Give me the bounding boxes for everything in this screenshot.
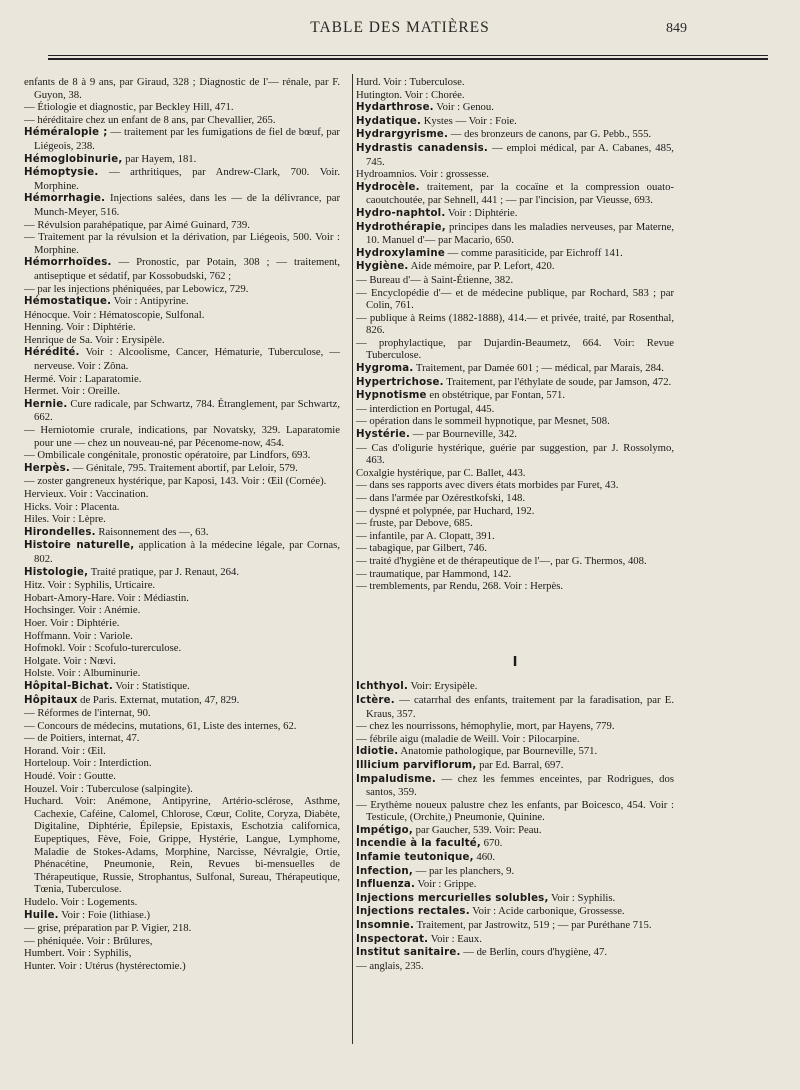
entry-text: — Pronostic, par Potain, 308 ; — traitement, antiseptique et sédatif, par Kossobudski, 762 ; (34, 256, 340, 282)
entry-text: — par les injections phéniquées, par Lebowicz, 729. (24, 282, 249, 295)
section-gap (356, 593, 674, 657)
index-entry (24, 720, 340, 733)
index-entry (24, 680, 340, 694)
entry-text: Hermet. Voir : Oreille. (24, 385, 121, 398)
entry-text: — traitement par les fumigations de fiel de bœuf, par Liégeois, 238. (34, 126, 340, 152)
index-entry (24, 617, 340, 630)
entry-text: — dans l'armée par Ozérestkofski, 148. (356, 492, 526, 504)
index-entry (24, 101, 340, 114)
entry-text: Voir : Acide carbonique, Grossesse. (469, 905, 625, 918)
entry-headword: Injections mercurielles solubles, (356, 892, 549, 904)
entry-headword: Infection, (356, 865, 413, 877)
index-entry (24, 745, 340, 758)
entry-text: — opération dans le sommeil hypnotique, par Mesnet, 508. (356, 415, 610, 428)
index-entry (24, 462, 340, 476)
entry-headword: Incendie à la faculté, (356, 838, 481, 850)
index-entry (24, 604, 340, 617)
index-entry (24, 295, 340, 309)
index-entry (356, 733, 674, 746)
index-entry (24, 783, 340, 796)
index-entry (356, 680, 674, 694)
entry-text: Horand. Voir : Œil. (24, 744, 106, 757)
entry-headword: Hydro-naphtol. (356, 207, 446, 219)
entry-text: — tabagique, par Gilbert, 746. (356, 542, 487, 555)
entry-headword: Influenza. (356, 879, 416, 891)
index-entry (24, 334, 340, 347)
entry-text: Traitement, par Damée 601 ; — médical, par Marais, 284. (413, 362, 664, 375)
index-entry (356, 878, 674, 892)
index-entry (356, 389, 674, 403)
entry-text: Voir : Statistique. (112, 679, 190, 692)
index-entry (356, 442, 674, 467)
index-entry (24, 526, 340, 540)
index-entry (24, 513, 340, 526)
header-rule-thick (48, 58, 768, 60)
index-entry (356, 865, 674, 879)
index-entry (24, 922, 340, 935)
index-entry (356, 274, 674, 287)
index-entry (356, 773, 674, 799)
entry-headword: Ichthyol. (356, 681, 409, 693)
index-entry (24, 630, 340, 643)
index-entry (356, 933, 674, 947)
entry-text: — publique à Reims (1882-1888), 414.— et privée, traité, par Rosenthal, 826. (356, 311, 674, 337)
entry-text: — emploi médical, par A. Cabanes, 485, 745. (366, 141, 674, 168)
entry-text: Voir: Erysipèle. (408, 680, 478, 693)
entry-text: Raisonnement des —, 63. (95, 525, 209, 538)
index-entry (24, 732, 340, 745)
entry-headword: Hystérie. (356, 429, 411, 441)
section-letter: I (512, 654, 518, 670)
index-entry (24, 153, 340, 167)
entry-text: Humbert. Voir : Syphilis, (24, 947, 132, 960)
entry-text: Voir : Genou. (433, 101, 494, 114)
entry-text: Traitement, par l'éthylate de soude, par Jamson, 472. (443, 375, 672, 388)
entry-text: — Génitale, 795. Traitement abortif, par Leloir, 579. (70, 461, 298, 474)
entry-text: Hicks. Voir : Placenta. (24, 500, 120, 513)
entry-headword: Hygiène. (356, 261, 409, 273)
entry-text: Hoffmann. Voir : Variole. (24, 629, 133, 642)
index-entry (356, 492, 674, 505)
entry-text: Cure radicale, par Schwartz, 784. Étranglement, par Schwartz, 662. (34, 397, 340, 424)
entry-text: Hitz. Voir : Syphilis, Urticaire. (24, 579, 156, 592)
entry-text: — fruste, par Debove, 685. (356, 517, 473, 530)
entry-text: — phéniquée. Voir : Brûlures, (24, 934, 153, 947)
entry-text: Traitement, par Jastrowitz, 519 ; — par Puréthane 715. (414, 919, 652, 932)
entry-text: — prophylactique, par Dujardin-Beaumetz, 664. Voir: Revue Tuberculose. (356, 336, 674, 362)
entry-headword: Histologie, (24, 566, 89, 578)
entry-text: — Concours de médecins, mutations, 61, Liste des internes, 62. (24, 719, 297, 732)
entry-text: Hunter. Voir : Utérus (hystérectomie.) (24, 959, 186, 972)
index-entry (356, 376, 674, 390)
index-entry (24, 501, 340, 514)
entry-text: — tremblements, par Rendu, 268. Voir : Herpès. (356, 580, 564, 593)
index-entry (24, 114, 340, 127)
entry-headword: Héméralopie ; (24, 127, 108, 139)
entry-headword: Hirondelles. (24, 526, 96, 538)
index-entry (356, 76, 674, 89)
index-entry (24, 757, 340, 770)
entry-text: Hervieux. Voir : Vaccination. (24, 488, 149, 500)
page-title: TABLE DES MATIÈRES (310, 19, 490, 36)
index-entry (356, 905, 674, 919)
index-entry (24, 566, 340, 580)
entry-text: — traumatique, par Hammond, 142. (356, 567, 512, 580)
index-entry (24, 219, 340, 232)
entry-text: Hoer. Voir : Diphtérie. (24, 616, 120, 629)
index-entry (24, 321, 340, 334)
index-entry (356, 919, 674, 933)
entry-headword: Hôpital-Bichat. (24, 680, 113, 692)
entry-headword: Infamie teutonique, (356, 852, 474, 864)
index-entry (24, 655, 340, 668)
index-entry (24, 166, 340, 192)
entry-text: Hermé. Voir : Laparatomie. (24, 372, 142, 385)
entry-text: Voir : Foie (lithiase.) (58, 908, 151, 921)
entry-text: — catarrhal des enfants, traitement par la faradisation, par E. Kraus, 357. (366, 693, 674, 720)
entry-text: Voir : Alcoolisme, Cancer, Hématurie, Tuberculose, — nerveuse. Voir : Zôna. (34, 346, 340, 373)
entry-headword: Hémoptysie. (24, 167, 99, 179)
entry-headword: Hémostatique. (24, 296, 112, 308)
entry-text: Traité pratique, par J. Renaut, 264. (88, 565, 240, 578)
index-entry (356, 467, 674, 480)
entry-headword: Hémorrhagie. (24, 193, 106, 205)
entry-text: Houdé. Voir : Goutte. (24, 770, 116, 783)
entry-text: — Traitement par la révulsion et la dérivation, par Liégeois, 500. Voir : Morphine. (24, 231, 340, 256)
index-entry (356, 960, 674, 973)
entry-text: Hochsinger. Voir : Anémie. (24, 604, 141, 617)
index-entry (356, 181, 674, 207)
entry-text: — Ombilicale congénitale, pronostic opératoire, par Lindfors, 693. (24, 449, 311, 462)
index-entry (356, 824, 674, 838)
index-entry (356, 892, 674, 906)
entry-headword: Hypertrichose. (356, 376, 444, 388)
index-entry (356, 287, 674, 312)
entry-text: — Erythème noueux palustre chez les enfants, par Boicesco, 454. Voir : Testicule, (Orchite,) Pneumonie, Quinine. (356, 798, 674, 824)
index-entry (24, 896, 340, 909)
entry-headword: Hypnotisme (356, 390, 427, 402)
index-entry (24, 947, 340, 960)
index-entry (356, 799, 674, 824)
entry-text: traitement, par la cocaïne et la compression ouato-caoutchoutée, par Sehnell, 441 ; — par l'incision, par Vieusse, 693. (366, 180, 674, 207)
index-entry (356, 337, 674, 362)
entry-headword: Hydrastis canadensis. (356, 142, 488, 154)
entry-text: — de Berlin, cours d'hygiène, 47. (460, 946, 608, 959)
entry-text: — traité d'hygiène et de thérapeutique de l'—, par G. Thermos, 408. (356, 554, 647, 567)
index-entry (24, 667, 340, 680)
entry-headword: Hernie. (24, 398, 68, 410)
entry-text: — interdiction en Portugal, 445. (356, 402, 495, 415)
entry-text: — chez les femmes enceintes, par Rodrigues, dos santos, 359. (366, 772, 674, 799)
entry-text: Hutington. Voir : Chorée. (356, 88, 465, 101)
entry-headword: Ictère. (356, 694, 395, 706)
entry-text: — fébrile aigu (maladie de Weill. Voir : Pilocarpine. (356, 732, 580, 745)
entry-headword: Inspectorat. (356, 933, 429, 945)
index-entry (356, 128, 674, 142)
index-entry (356, 720, 674, 733)
entry-text: Coxalgie hystérique, par C. Ballet, 443. (356, 466, 526, 479)
entry-text: Voir : Syphilis. (548, 891, 616, 904)
entry-text: — dans ses rapports avec divers états morbides par Furet, 43. (356, 479, 619, 492)
entry-headword: Histoire naturelle, (24, 540, 135, 552)
entry-text: principes dans les maladies nerveuses, par Materne, 10. Manuel d'— par Macario, 650. (366, 220, 674, 247)
index-entry (356, 101, 674, 115)
index-entry (356, 428, 674, 442)
index-entry (356, 745, 674, 759)
index-entry (24, 642, 340, 655)
index-entry (356, 759, 674, 773)
index-entry (24, 770, 340, 783)
entry-text: application à la médecine légale, par Cornas, 802. (34, 539, 340, 565)
index-entry (356, 312, 674, 337)
entry-text: par Gaucher, 539. Voir: Peau. (412, 823, 542, 836)
index-entry (24, 475, 340, 488)
entry-text: — chez les nourrissons, hémophylie, mort, par Hayens, 779. (356, 720, 615, 733)
entry-text: par Hayem, 181. (122, 152, 197, 165)
entry-text: 460. (473, 851, 496, 864)
entry-headword: Impaludisme. (356, 773, 436, 785)
entry-headword: Idiotie. (356, 746, 399, 758)
index-entry (356, 851, 674, 865)
entry-headword: Injections rectales. (356, 906, 470, 918)
entry-text: Huchard. Voir: Anémone, Antipyrine, Artério-sclérose, Asthme, Cachexie, Caféine, Calomel, Chlorose, Cœur, Colite, Coryza, Diabète, Digitaline, Diphtérie, Épilepsie, Epistaxis, Eschotzia californica, Eupeptiques, Fève, Foie, Grippe, Hystérie, Langue, Lymphome, Maladie de Stokes-Adams, Morphine, Narcisse, Névralgie, Ortie, Phénacétine, Pneumonie, Rein, Revues bi-mensuelles de Thérapeutique, Russie, Strophantus, Sulfonal, Sureau, Thérapeutique, Tœnia, Tuberculose. (24, 795, 340, 896)
index-entry (24, 935, 340, 948)
index-entry (356, 221, 674, 247)
entry-text: — zoster gangreneux hystérique, par Kaposi, 143. Voir : Œil (Cornée). (24, 475, 327, 488)
entry-headword: Hémoglobinurie, (24, 153, 123, 165)
index-entry (24, 579, 340, 592)
entry-text: — grise, préparation par P. Vigier, 218. (24, 922, 192, 935)
entry-text: par Ed. Barral, 697. (476, 758, 564, 771)
index-entry (24, 192, 340, 218)
index-entry (356, 837, 674, 851)
entry-text: Anatomie pathologique, par Bourneville, 571. (398, 745, 598, 758)
entry-text: — Révulsion parahépatique, par Aimé Guinard, 739. (24, 218, 250, 231)
index-entry (356, 207, 674, 221)
entry-headword: Herpès. (24, 462, 70, 474)
index-entry (24, 424, 340, 449)
entry-text: — Réformes de l'internat, 90. (24, 707, 151, 720)
entry-text: en obstétrique, par Fontan, 571. (426, 389, 565, 402)
entry-text: Hobart-Amory-Hare. Voir : Médiastin. (24, 591, 189, 604)
index-entry (356, 362, 674, 376)
entry-text: — Cas d'oligurie hystérique, guérie par suggestion, par J. Rossolymo, 463. (356, 441, 674, 467)
entry-headword: Hydatique. (356, 115, 422, 127)
index-entry (24, 309, 340, 322)
entry-text: — Herniotomie crurale, indications, par Novatsky, 329. Laparatomie pour une — chez un nouveau-né, par Pécenome-now, 454. (24, 424, 340, 449)
column-divider (352, 74, 353, 1044)
index-entry (24, 283, 340, 296)
index-entry (24, 960, 340, 973)
entry-text: Horteloup. Voir : Interdiction. (24, 757, 152, 770)
entry-headword: Hérédité. (24, 347, 80, 359)
entry-text: Hénocque. Voir : Hématoscopie, Sulfonal. (24, 308, 205, 321)
entry-text: Holgate. Voir : Nœvi. (24, 654, 116, 667)
index-entry (24, 126, 340, 152)
index-entry (24, 256, 340, 282)
index-entry (356, 168, 674, 181)
index-entry (24, 76, 340, 101)
entry-headword: Institut sanitaire. (356, 947, 461, 959)
index-entry (356, 542, 674, 555)
index-entry (24, 346, 340, 372)
index-entry (24, 707, 340, 720)
right-column (356, 76, 674, 972)
entry-text: Voir : Diphtérie. (445, 206, 518, 219)
index-entry (356, 89, 674, 102)
index-entry (356, 580, 674, 593)
entry-text: 670. (480, 837, 503, 850)
entry-headword: Impétigo, (356, 824, 413, 836)
entry-text: Hudelo. Voir : Logements. (24, 896, 138, 908)
entry-text: Injections salées, dans les — de la délivrance, par Munch-Meyer, 516. (34, 192, 340, 218)
entry-text: Houzel. Voir : Tuberculose (salpingite). (24, 782, 193, 795)
entry-headword: Insomnie. (356, 920, 415, 932)
entry-text: Kystes — Voir : Foie. (421, 114, 517, 127)
entry-text: — arthritiques, par Andrew-Clark, 700. Voir. Morphine. (34, 166, 340, 192)
entry-text: — de Poitiers, internat, 47. (24, 732, 140, 745)
entry-text: Hiles. Voir : Lèpre. (24, 513, 106, 526)
index-entry (356, 694, 674, 720)
entry-text: — Bureau d'— à Saint-Étienne, 382. (356, 273, 514, 286)
entry-headword: Hydroxylamine (356, 247, 445, 259)
index-entry (356, 403, 674, 416)
page-number: 849 (666, 21, 687, 36)
index-entry (356, 142, 674, 168)
index-entry (356, 115, 674, 129)
entry-text: Henning. Voir : Diphtérie. (24, 321, 136, 334)
index-entry (356, 530, 674, 543)
entry-headword: Hydarthrose. (356, 102, 434, 114)
entry-headword: Hémorrhoïdes. (24, 257, 112, 269)
index-entry (24, 449, 340, 462)
entry-text: Hofmokl. Voir : Scofulo-turerculose. (24, 642, 182, 655)
index-entry (356, 555, 674, 568)
entry-text: — infantile, par A. Clopatt, 391. (356, 529, 495, 542)
entry-text: de Paris. Externat, mutation, 47, 829. (77, 693, 240, 706)
index-entry (24, 909, 340, 923)
index-entry (24, 795, 340, 896)
index-entry (356, 505, 674, 518)
entry-text: — dyspné et polypnée, par Huchard, 192. (356, 504, 535, 517)
index-entry (356, 247, 674, 261)
entry-headword: Hydrocèle. (356, 181, 420, 193)
entry-text: Hurd. Voir : Tuberculose. (356, 76, 465, 88)
index-entry (356, 415, 674, 428)
entry-text: Hydroamnios. Voir : grossesse. (356, 168, 489, 181)
entry-text: — héréditaire chez un enfant de 8 ans, par Chevallier, 265. (24, 113, 276, 126)
entry-text: Voir : Grippe. (415, 878, 477, 891)
index-entry (356, 568, 674, 581)
entry-text: — par Bourneville, 342. (410, 428, 517, 441)
entry-headword: Illicium parviflorum, (356, 759, 477, 771)
entry-text: Henrique de Sa. Voir : Erysipèle. (24, 333, 165, 346)
index-entry (356, 517, 674, 530)
index-entry (356, 479, 674, 492)
entry-text: Holste. Voir : Albuminurie. (24, 667, 141, 680)
index-entry (24, 592, 340, 605)
entry-text: — comme parasiticide, par Eichroff 141. (444, 246, 623, 259)
entry-text: — Encyclopédie d'— et de médecine publique, par Rochard, 583 ; par Colin, 761. (356, 286, 674, 312)
index-entry (24, 398, 340, 424)
entry-text: — des bronzeurs de canons, par G. Pebb., 555. (448, 128, 652, 141)
entry-headword: Hygroma. (356, 363, 414, 375)
index-entry (24, 231, 340, 256)
index-entry (356, 946, 674, 960)
index-entry (24, 488, 340, 501)
entry-text: — par les planchers, 9. (412, 864, 515, 877)
entry-text: Voir : Eaux. (428, 932, 482, 945)
entry-text: — Étiologie et diagnostic, par Beckley Hill, 471. (24, 101, 234, 114)
index-entry (356, 260, 674, 274)
entry-headword: Huile. (24, 909, 59, 921)
index-entry (24, 694, 340, 708)
entry-headword: Hôpitaux (24, 694, 78, 706)
entry-headword: Hydrothérapie, (356, 221, 446, 233)
header-rule-thin (48, 55, 768, 56)
index-entry (24, 373, 340, 386)
entry-headword: Hydrargyrisme. (356, 129, 449, 141)
index-entry (24, 539, 340, 565)
entry-text: Aide mémoire, par P. Lefort, 420. (408, 260, 555, 273)
left-column (24, 76, 340, 973)
entry-text: — anglais, 235. (356, 959, 424, 972)
entry-text: Voir : Antipyrine. (111, 295, 189, 308)
index-entry (24, 385, 340, 398)
entry-text: enfants de 8 à 9 ans, par Giraud, 328 ; Diagnostic de l'— rénale, par F. Guyon, 38. (24, 76, 340, 101)
